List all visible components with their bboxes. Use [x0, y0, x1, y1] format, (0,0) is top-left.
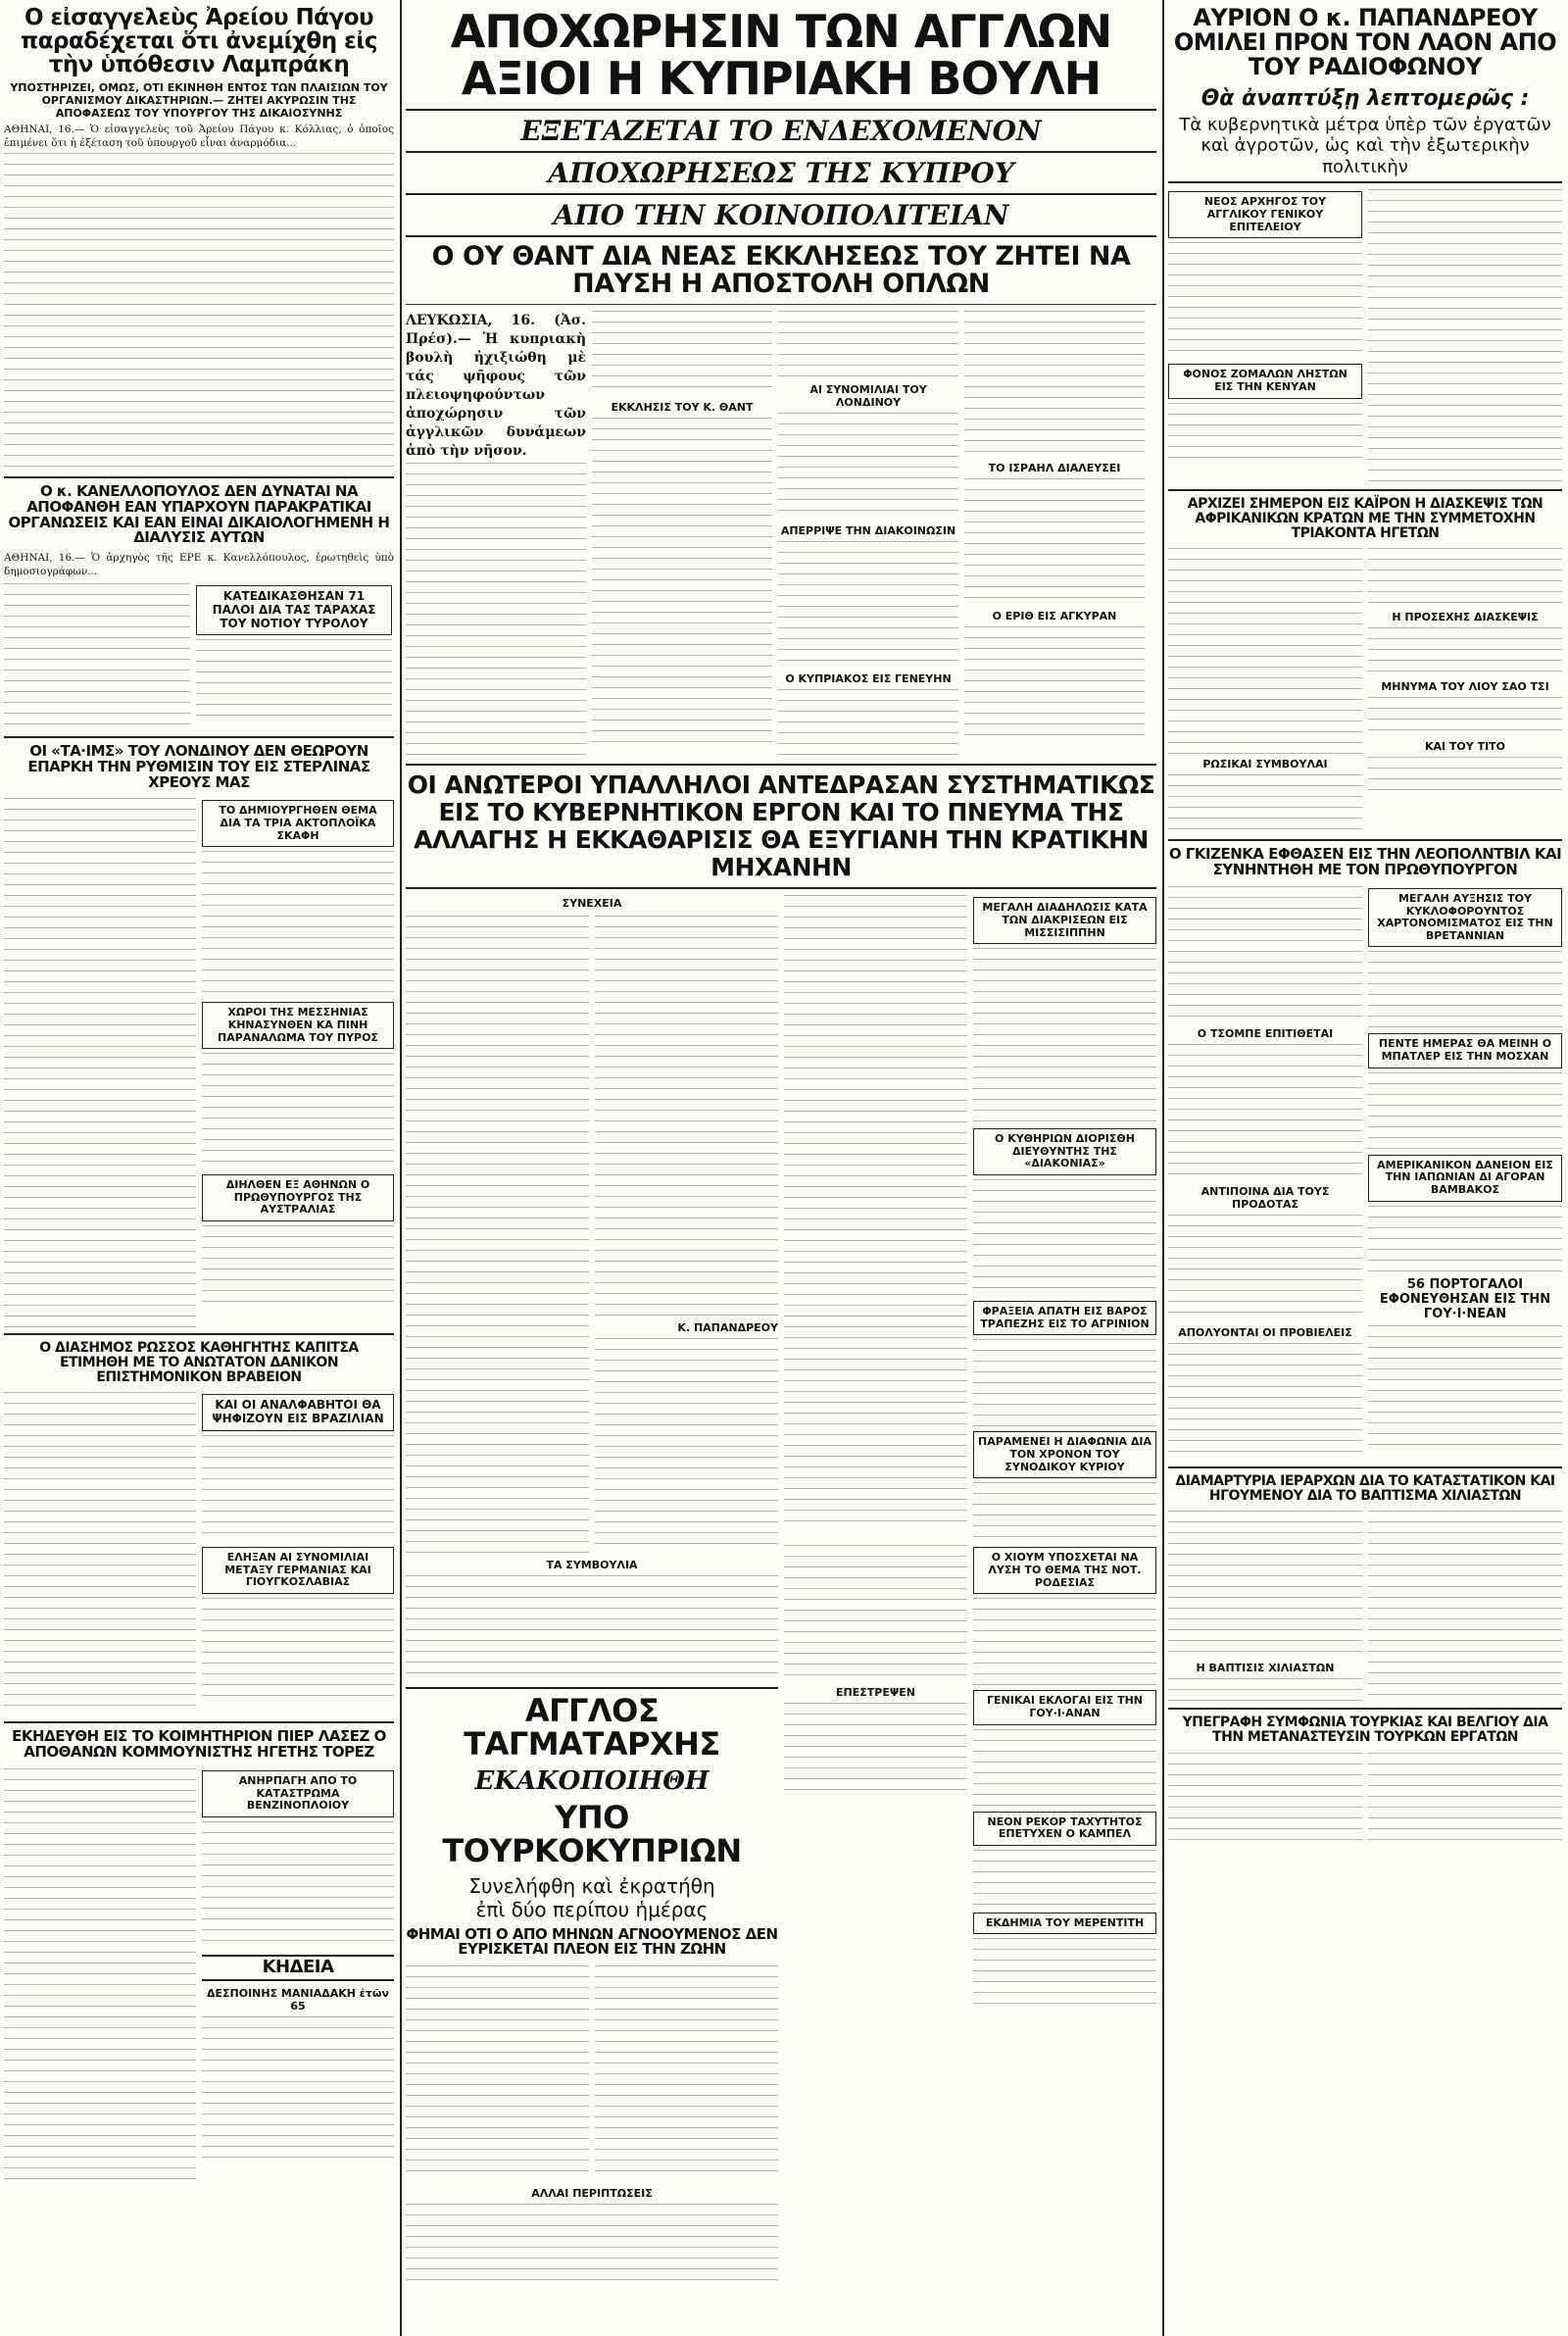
article-body: [778, 311, 958, 379]
tagmatarchis-subline2: ἐπὶ δύο περίπου ἡμέρας: [475, 1897, 709, 1921]
right-headline-cairo: ΑΡΧΙΖΕΙ ΣΗΜΕΡΟΝ ΕΙΣ ΚΑΪΡΟΝ Η ΔΙΑΣΚΕΨΙΣ ΤΩΝ ΑΦΡΙΚΑΝΙΚΩΝ ΚΡΑΤΩΝ ΜΕ ΤΗΝ ΣΥΜΜΕΤΟΧΗΝ ΤΡΙΑΚΟΝΤΑ ΗΓΕΤΩΝ: [1187, 496, 1544, 541]
section-label: ΡΩΣΙΚΑΙ ΣΥΜΒΟΥΛΑΙ: [1202, 758, 1328, 771]
headline-u-thant: Ο ΟΥ ΘΑΝΤ ΔΙΑ ΝΕΑΣ ΕΚΚΛΗΣΕΩΣ ΤΟΥ ΖΗΤΕΙ ΝΑ ΠΑΥΣΗ Η ΑΠΟΣΤΟΛΗ ΟΠΛΩΝ: [431, 240, 1131, 299]
section-label: Ο ΕΡΙΘ ΕΙΣ ΑΓΚΥΡΑΝ: [992, 610, 1117, 623]
obituary-name: ΔΕΣΠΟΙΝΗΣ ΜΑΝΙΑΔΑΚΗ ἐτῶν 65: [206, 1986, 389, 2013]
article-body: [1168, 1753, 1362, 1841]
news-brief-japan-loan: ΑΜΕΡΙΚΑΝΙΚΟΝ ΔΑΝΕΙΟΝ ΕΙΣ ΤΗΝ ΙΑΠΩΝΙΑΝ ΔΙ ΑΓΟΡΑΝ ΒΑΜΒΑΚΟΣ: [1368, 1155, 1562, 1202]
divider: [406, 235, 1156, 237]
article-body: [1368, 951, 1562, 1029]
article-body: [973, 1850, 1156, 1909]
news-brief-guiana: ΓΕΝΙΚΑΙ ΕΚΛΟΓΑΙ ΕΙΣ ΤΗΝ ΓΟΥ·Ι·ΑΝΑΝ: [973, 1690, 1156, 1724]
section-label: ΑΠΟΛΥΟΝΤΑΙ ΟΙ ΠΡΟΒΙΕΛΕΙΣ: [1178, 1325, 1352, 1339]
article-body: [595, 916, 778, 1317]
right-headline-gizenga: Ο ΓΚΙΖΕΝΚΑ ΕΦΘΑΣΕΝ ΕΙΣ ΤΗΝ ΛΕΟΠΟΛΝΤΒΙΛ ΚΑΙ ΣΥΝΗΝΤΗΘΗ ΜΕ ΤΟΝ ΠΡΩΘΥΠΟΥΡΓΟΝ: [1168, 845, 1562, 879]
divider: [406, 1687, 778, 1689]
divider: [1168, 1466, 1562, 1468]
section-label: ΕΠΕΣΤΡΕΨΕΝ: [836, 1686, 915, 1700]
news-brief-butler: ΠΕΝΤΕ ΗΜΕΡΑΣ ΘΑ ΜΕΙΝΗ Ο ΜΠΑΤΛΕΡ ΕΙΣ ΤΗΝ ΜΟΣΧΑΝ: [1368, 1033, 1562, 1068]
article-body: [202, 1435, 394, 1543]
center-column: [406, 0, 1156, 2336]
section-label: ΑΙ ΣΥΝΟΜΙΛΙΑΙ ΤΟΥ ΛΟΝΔΙΝΟΥ: [809, 383, 927, 410]
article-body: [1168, 1343, 1362, 1461]
article-body: [1368, 1206, 1562, 1274]
divider: [1168, 489, 1562, 491]
article-body: [406, 1965, 589, 2181]
article-body: [973, 1598, 1156, 1686]
article-body: [1168, 1678, 1362, 1702]
article-body: [592, 311, 772, 397]
section-label: ΑΝΤΙΠΟΙΝΑ ΔΙΑ ΤΟΥΣ ΠΡΟΔΟΤΑΣ: [1200, 1184, 1330, 1211]
article-body: [1168, 886, 1362, 1023]
article-body: [778, 689, 958, 758]
obituary-heading: ΚΗΔΕΙΑ: [202, 1955, 394, 1981]
divider: [406, 193, 1156, 195]
divider: [4, 736, 394, 738]
right-headline-turkey-belgium: ΥΠΕΓΡΑΦΗ ΣΥΜΦΩΝΙΑ ΤΟΥΡΚΙΑΣ ΚΑΙ ΒΕΛΓΙΟΥ ΔΙΑ ΤΗΝ ΜΕΤΑΝΑΣΤΕΥΣΙΝ ΤΟΥΡΚΩΝ ΕΡΓΑΤΩΝ: [1182, 1715, 1548, 1745]
banner-headline-line2: ΑΞΙΟΙ Η ΚΥΠΡΙΑΚΗ ΒΟΥΛΗ: [461, 52, 1102, 106]
news-brief-tyrol: ΚΑΤΕΔΙΚΑΣΘΗΣΑΝ 71 ΠΑΛΟΙ ΔΙΑ ΤΑΣ ΤΑΡΑΧΑΣ ΤΟΥ ΝΟΤΙΟΥ ΤΥΡΟΛΟΥ: [196, 585, 392, 635]
article-body: [202, 1053, 394, 1170]
news-brief-meredith: ΕΚΔΗΜΙΑ ΤΟΥ ΜΕΡΕΝΤΙΤΗ: [973, 1913, 1156, 1935]
article-body: [202, 2016, 394, 2163]
left-headline-kanellopoulos: Ο κ. ΚΑΝΕΛΛΟΠΟΥΛΟΣ ΔΕΝ ΔΥΝΑΤΑΙ ΝΑ ΑΠΟΦΑΝΘΗ ΕΑΝ ΥΠΑΡΧΟΥΝ ΠΑΡΑΚΡΑΤΙΚΑΙ ΟΡΓΑΝΩΣΕΙΣ ΚΑΙ ΕΑΝ ΕΙΝΑΙ ΔΙΚΑΙΟΛΟΓΗΜΕΝΗ Η ΔΙΑΛΥΣΙΣ ΑΥΤΩΝ: [8, 482, 390, 547]
news-brief-synod: ΠΑΡΑΜΕΝΕΙ Η ΔΙΑΦΩΝΙΑ ΔΙΑ ΤΟΝ ΧΡΟΝΟΝ ΤΟΥ ΣΥΝΟΔΙΚΟΥ ΚΥΡΙΟΥ: [973, 1431, 1156, 1478]
tagmatarchis-headline-line3: ΥΠΟ ΤΟΥΡΚΟΚΥΠΡΙΩΝ: [442, 1799, 742, 1870]
article-body: [406, 1575, 778, 1683]
deck-line1: ΕΞΕΤΑΖΕΤΑΙ ΤΟ ΕΝΔΕΧΟΜΕΝΟΝ: [520, 114, 1042, 147]
section-label: Ο ΚΥΠΡΙΑΚΟΣ ΕΙΣ ΓΕΝΕΥΗΝ: [785, 672, 952, 686]
left-headline-thorez: ΕΚΗΔΕΥΘΗ ΕΙΣ ΤΟ ΚΟΙΜΗΤΗΡΙΟΝ ΠΙΕΡ ΛΑΣΕΖ Ο ΑΠΟΘΑΝΩΝ ΚΟΜΜΟΥΝΙΣΤΗΣ ΗΓΕΤΗΣ ΤΟΡΕΖ: [12, 1727, 386, 1762]
divider: [406, 109, 1156, 111]
article-body: [964, 626, 1145, 742]
tagmatarchis-headline-line2: ΕΚΑΚΟΠΟΙΗΘΗ: [474, 1766, 710, 1797]
article-body: [406, 916, 589, 1553]
news-brief-messinia: ΧΩΡΟΙ ΤΗΣ ΜΕΣΣΗΝΙΑΣ ΚΗΝΑΣΥΝΘΕΝ ΚΑ ΠΙΝΗ ΠΑΡΑΝΑΛΩΜΑ ΤΟΥ ΠΥΡΟΣ: [202, 1002, 394, 1049]
article-body: [4, 1768, 196, 2180]
divider: [1168, 1708, 1562, 1710]
article-body: [4, 583, 190, 730]
news-brief-brazil: ΚΑΙ ΟΙ ΑΝΑΛΦΑΒΗΤΟΙ ΘΑ ΨΗΦΙΖΟΥΝ ΕΙΣ ΒΡΑΖΙΛΙΑΝ: [202, 1394, 394, 1431]
deck-line3: ΑΠΟ ΤΗΝ ΚΟΙΝΟΠΟΛΙΤΕΙΑΝ: [553, 198, 1009, 231]
article-body: [1368, 697, 1562, 736]
article-body: [964, 311, 1145, 458]
article-body: [973, 1482, 1156, 1541]
divider: [4, 476, 394, 478]
divider: [406, 764, 1156, 766]
article-body: [784, 1703, 967, 1791]
tagmatarchis-subline1: Συνελήφθη καὶ ἐκρατήθη: [468, 1873, 715, 1898]
article-body: [202, 851, 394, 998]
article-body: [778, 413, 958, 521]
headline-civil-servants: ΟΙ ΑΝΩΤΕΡΟΙ ΥΠΑΛΛΗΛΟΙ ΑΝΤΕΔΡΑΣΑΝ ΣΥΣΤΗΜΑΤΙΚΩΣ ΕΙΣ ΤΟ ΚΥΒΕΡΝΗΤΙΚΟΝ ΕΡΓΟΝ ΚΑΙ ΤΟ ΠΝΕΥΜΑ ΤΗΣ ΑΛΛΑΓΗΣ Η ΕΚΚΑΘΑΡΙΣΙΣ ΘΑ ΕΞΥΓΙΑΝΗ ΤΗΝ ΚΡΑΤΙΚΗΝ ΜΗΧΑΝΗΝ: [407, 770, 1155, 882]
article-dateline: ΑΘΗΝΑΙ, 16.— Ὁ εἰσαγγελεὺς τοῦ Ἀρείου Πάγου κ. Κόλλιας, ὁ ὁποῖος ἐπιμένει ὅτι ἡ ἐξέταση τοῦ ὑπουργοῦ εἶναι ἀναρμόδια...: [4, 124, 394, 149]
article-body: [1168, 242, 1362, 360]
article-body: [1368, 1511, 1562, 1697]
section-label: ΤΑ ΣΥΜΒΟΥΛΙΑ: [546, 1559, 638, 1572]
news-brief-kenya: ΦΟΝΟΣ ΖΟΜΑΛΩΝ ΛΗΣΤΩΝ ΕΙΣ ΤΗΝ ΚΕΝΥΑΝ: [1168, 364, 1362, 398]
section-label: ΑΠΕΡΡΙΨΕ ΤΗΝ ΔΙΑΚΟΙΝΩΣΙΝ: [780, 524, 956, 538]
section-label: Η ΠΡΟΣΕΧΗΣ ΔΙΑΣΚΕΨΙΣ: [1392, 611, 1539, 624]
left-headline-subdeck: ΥΠΟΣΤΗΡΙΖΕΙ, ΟΜΩΣ, ΟΤΙ ΕΚΙΝΗΘΗ ΕΝΤΟΣ ΤΩΝ ΠΛΑΙΣΙΩΝ ΤΟΥ ΟΡΓΑΝΙΣΜΟΥ ΔΙΚΑΣΤΗΡΙΩΝ.— ΖΗΤΕΙ ΑΚΥΡΩΣΙΝ ΤΗΣ ΑΠΟΦΑΣΕΩΣ ΤΟΥ ΥΠΟΥΡΓΟΥ ΤΗΣ ΔΙΚΑΙΟΣΥΝΗΣ: [10, 81, 388, 120]
article-body: [973, 1729, 1156, 1808]
article-dateline: ΑΘΗΝΑΙ, 16.— Ὁ ἀρχηγὸς τῆς ΕΡΕ κ. Κανελλόπουλος, ἐρωτηθεὶς ὑπὸ δημοσιογράφων...: [4, 552, 394, 577]
right-headline-hierarchs: ΔΙΑΜΑΡΤΥΡΙΑ ΙΕΡΑΡΧΩΝ ΔΙΑ ΤΟ ΚΑΤΑΣΤΑΤΙΚΟΝ ΚΑΙ ΗΓΟΥΜΕΝΟΥ ΔΙΑ ΤΟ ΒΑΠΤΙΣΜΑ ΧΙΛΙΑΣΤΩΝ: [1175, 1472, 1555, 1504]
article-body: [1368, 757, 1562, 796]
left-headline-kapitsa: Ο ΔΙΑΣΗΜΟΣ ΡΩΣΣΟΣ ΚΑΘΗΓΗΤΗΣ ΚΑΠΙΤΣΑ ΕΤΙΜΗΘΗ ΜΕ ΤΟ ΑΝΩΤΑΤΟΝ ΔΑΝΙΚΟΝ ΕΠΙΣΤΗΜΟΝΙΚΟΝ ΒΡΑΒΕΙΟΝ: [39, 1340, 359, 1385]
article-body: [1368, 1325, 1562, 1453]
article-body: [592, 418, 772, 751]
section-label: ΜΗΝΥΜΑ ΤΟΥ ΛΙΟΥ ΣΑΟ ΤΣΙ: [1381, 680, 1549, 694]
news-brief-rhodesia: Ο ΧΙΟΥΜ ΥΠΟΣΧΕΤΑΙ ΝΑ ΛΥΣΗ ΤΟ ΘΕΜΑ ΤΗΣ ΝΟΤ. ΡΟΔΕΣΙΑΣ: [973, 1547, 1156, 1594]
article-body: [1368, 627, 1562, 676]
article-body: [202, 1598, 394, 1706]
article-body: [1168, 1215, 1362, 1322]
column-rule: [400, 0, 402, 2336]
section-label: ΑΛΛΑΙ ΠΕΡΙΠΤΩΣΕΙΣ: [531, 2187, 653, 2201]
article-body: [4, 1392, 196, 1715]
news-brief-diakonia: Ο ΚΥΘΗΡΙΩΝ ΔΙΟΡΙΣΘΗ ΔΙΕΥΘΥΝΤΗΣ ΤΗΣ «ΔΙΑΚΟΝΙΑΣ»: [973, 1128, 1156, 1175]
article-body: [406, 2204, 778, 2282]
right-headline-papandreou: ΑΥΡΙΟΝ Ο κ. ΠΑΠΑΝΔΡΕΟΥ ΟΜΙΛΕΙ ΠΡΟΝ ΤΟΝ ΛΑΟΝ ΑΠΟ ΤΟΥ ΡΑΔΙΟΦΩΝΟΥ: [1173, 4, 1557, 81]
article-body: [1168, 1044, 1362, 1181]
author-signature: Κ. ΠΑΠΑΝΔΡΕΟΥ: [677, 1321, 778, 1335]
lead-paragraph: ΛΕΥΚΩΣΙΑ, 16. (Ἀσ. Πρέσ).— Ἡ κυπριακὴ βουλὴ ἠχιξιώθη μὲ τάς ψῆφους τῶν πλειοψηφούντων ἀποχώρησιν τῶν ἀγγλικῶν δυνάμεων ἀπὸ τὴν νῆσον.: [406, 313, 586, 459]
article-body: [1168, 548, 1362, 754]
divider: [4, 1333, 394, 1335]
news-brief-yugoslavia: ΕΛΗΞΑΝ ΑΙ ΣΥΝΟΜΙΛΙΑΙ ΜΕΤΑΞΥ ΓΕΡΜΑΝΙΑΣ ΚΑΙ ΓΙΟΥΓΚΟΣΛΑΒΙΑΣ: [202, 1547, 394, 1594]
deck-line2: ΑΠΟΧΩΡΗΣΕΩΣ ΤΗΣ ΚΥΠΡΟΥ: [548, 156, 1014, 189]
article-body: [784, 1545, 967, 1682]
article-body: [973, 948, 1156, 1124]
tagmatarchis-headline-line1: ΑΓΓΛΟΣ ΤΑΓΜΑΤΑΡΧΗΣ: [464, 1692, 720, 1763]
divider: [406, 151, 1156, 153]
article-body: [778, 541, 958, 669]
article-body: [1368, 189, 1562, 483]
article-body: [973, 1179, 1156, 1297]
article-body: [1168, 774, 1362, 833]
right-headline-subdeck: Τὰ κυβερνητικὰ μέτρα ὑπὲρ τῶν ἐργατῶν καὶ ἀγροτῶν, ὡς καὶ τὴν ἐξωτερικὴν πολιτικὴν: [1179, 114, 1551, 177]
left-headline-areios-pagos: Ο εἰσαγγελεὺς Ἀρείου Πάγου παραδέχεται ὅτι ἀνεμίχθη εἰς τὴν ὑπόθεσιν Λαμπράκη: [21, 5, 377, 78]
divider: [406, 887, 1156, 889]
article-body: [784, 895, 967, 1522]
article-body: [202, 1821, 394, 1949]
section-label: ΤΟ ΙΣΡΑΗΛ ΔΙΑΛΕΥΣΕΙ: [988, 462, 1121, 475]
left-column: [4, 0, 394, 2336]
divider: [1168, 181, 1562, 183]
article-body: [964, 478, 1145, 606]
news-brief-mississippi: ΜΕΓΑΛΗ ΔΙΑΔΗΛΩΣΙΣ ΚΑΤΑ ΤΩΝ ΔΙΑΚΡΙΣΕΩΝ ΕΙΣ ΜΙΣΣΙΣΙΠΠΗΝ: [973, 897, 1156, 944]
right-headline-italic: Θὰ ἀναπτύξῃ λεπτομερῶς :: [1200, 85, 1530, 111]
news-brief-banknotes: ΜΕΓΑΛΗ ΑΥΞΗΣΙΣ ΤΟΥ ΚΥΚΛΟΦΟΡΟΥΝΤΟΣ ΧΑΡΤΟΝΟΜΙΣΜΑΤΟΣ ΕΙΣ ΤΗΝ ΒΡΕΤΑΝΝΙΑΝ: [1368, 888, 1562, 948]
section-label: Ο ΤΣΟΜΠΕ ΕΠΙΤΙΘΕΤΑΙ: [1197, 1026, 1334, 1040]
article-body: [1168, 1511, 1362, 1658]
article-body: [202, 1225, 394, 1304]
section-label: ΕΚΚΛΗΣΙΣ ΤΟΥ Κ. ΘΑΝΤ: [611, 401, 754, 415]
news-brief-australia: ΔΙΗΛΘΕΝ ΕΞ ΑΘΗΝΩΝ Ο ΠΡΩΘΥΠΟΥΡΓΟΣ ΤΗΣ ΑΥΣΤΡΑΛΙΑΣ: [202, 1174, 394, 1221]
column-rule: [1162, 0, 1164, 2336]
news-brief-portuguese: 56 ΠΟΡΤΟΓΑΛΟΙ ΕΦΟΝΕΥΘΗΣΑΝ ΕΙΣ ΤΗΝ ΓΟΥ·Ι·ΝΕΑΝ: [1379, 1276, 1551, 1321]
section-label: Η ΒΑΠΤΙΣΙΣ ΧΙΛΙΑΣΤΩΝ: [1196, 1662, 1335, 1675]
divider: [406, 304, 1156, 305]
news-brief-campbell: ΝΕΟΝ ΡΕΚΟΡ ΤΑΧΥΤΗΤΟΣ ΕΠΕΤΥΧΕΝ Ο ΚΑΜΠΕΛ: [973, 1812, 1156, 1846]
news-brief-chief-of-staff: ΝΕΟΣ ΑΡΧΗΓΟΣ ΤΟΥ ΑΓΓΛΙΚΟΥ ΓΕΝΙΚΟΥ ΕΠΙΤΕΛΕΙΟΥ: [1168, 191, 1362, 238]
article-body: [1168, 403, 1362, 462]
article-body: [1368, 1753, 1562, 1841]
news-brief-ships: ΤΟ ΔΗΜΙΟΥΡΓΗΘΕΝ ΘΕΜΑ ΔΙΑ ΤΑ ΤΡΙΑ ΑΚΤΟΠΛΟΪΚΑ ΣΚΑΦΗ: [202, 800, 394, 847]
left-headline-times: ΟΙ «ΤΑ·ΙΜΣ» ΤΟΥ ΛΟΝΔΙΝΟΥ ΔΕΝ ΘΕΩΡΟΥΝ ΕΠΑΡΚΗ ΤΗΝ ΡΥΘΜΙΣΙΝ ΤΟΥ ΕΙΣ ΣΤΕΡΛΙΝΑΣ ΧΡΕΟΥΣ ΜΑΣ: [27, 742, 370, 791]
article-body: [4, 153, 394, 472]
article-body: [4, 798, 196, 1327]
article-body: [406, 463, 586, 757]
divider: [1168, 839, 1562, 841]
banner-headline-line1: ΑΠΟΧΩΡΗΣΙΝ ΤΩΝ ΑΓΓΛΩΝ: [450, 5, 1112, 58]
article-body: [196, 639, 392, 718]
article-body: [1368, 1072, 1562, 1151]
article-body: [1368, 548, 1562, 607]
right-column: [1168, 0, 1562, 2336]
tagmatarchis-subdeck: ΦΗΜΑΙ ΟΤΙ Ο ΑΠΟ ΜΗΝΩΝ ΑΓΝΟΟΥΜΕΝΟΣ ΔΕΝ ΕΥΡΙΣΚΕΤΑΙ ΠΛΕΟΝ ΕΙΣ ΤΗΝ ΖΩΗΝ: [406, 1924, 778, 1959]
article-body: [973, 1938, 1156, 2007]
article-body: [595, 1965, 778, 2181]
news-brief-agrinio: ΦΡΑΞΕΙΑ ΑΠΑΤΗ ΕΙΣ ΒΑΡΟΣ ΤΡΑΠΕΖΗΣ ΕΙΣ ΤΟ ΑΓΡΙΝΙΟΝ: [973, 1301, 1156, 1335]
article-body: [595, 1338, 778, 1544]
section-label: ΚΑΙ ΤΟΥ ΤΙΤΟ: [1424, 740, 1506, 754]
divider: [4, 1721, 394, 1723]
news-brief-tanker: ΑΝΗΡΠΑΓΗ ΑΠΟ ΤΟ ΚΑΤΑΣΤΡΩΜΑ ΒΕΝΖΙΝΟΠΛΟΙΟΥ: [202, 1770, 394, 1817]
article-body: [973, 1339, 1156, 1427]
continuation-label: ΣΥΝΕΧΕΙΑ: [562, 897, 622, 911]
